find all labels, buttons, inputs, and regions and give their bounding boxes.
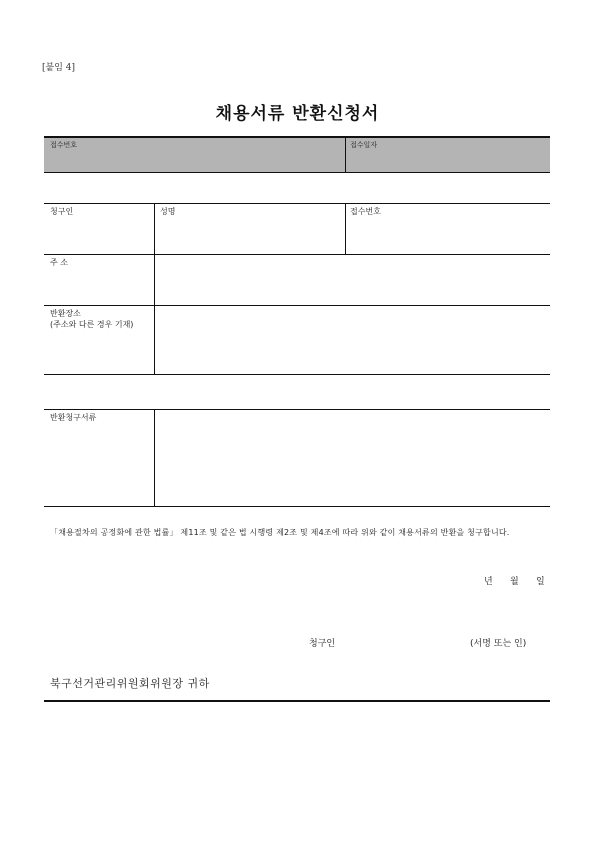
receipt-divider [345, 137, 346, 173]
footer-rule [44, 700, 550, 702]
date-day: 일 [536, 577, 545, 587]
signature-note: (서명 또는 인) [470, 639, 527, 649]
claimant-label: 청구인 [50, 207, 74, 216]
date-month: 월 [510, 577, 519, 587]
return-place-note: (주소와 다른 경우 기재) [50, 320, 134, 329]
receipt-shading [44, 137, 550, 172]
name-label: 성명 [160, 207, 176, 216]
applicant-bottom-border [44, 374, 550, 375]
applicant-row1-border [44, 254, 550, 255]
documents-top-border [44, 409, 550, 410]
documents-bottom-border [44, 506, 550, 507]
applicant-top-border [44, 203, 550, 204]
reg-number-label: 접수번호 [350, 207, 381, 216]
statement-text: 「채용절차의 공정화에 관한 법률」 제11조 및 같은 법 시행령 제2조 및 제4조에 따라 위와 같이 채용서류의 반환을 청구합니다. [50, 528, 510, 537]
return-place-label: 반환장소 [50, 309, 81, 318]
reg-number-field[interactable] [347, 218, 549, 252]
receipt-number-label: 접수번호 [50, 141, 78, 149]
requested-docs-field[interactable] [156, 411, 549, 505]
receipt-top-border [44, 136, 550, 138]
receipt-date-label: 접수일자 [350, 141, 378, 149]
addressee: 북구선거관리위원회위원장 귀하 [50, 677, 210, 690]
applicant-label-divider [154, 204, 155, 374]
return-place-field[interactable] [156, 307, 549, 373]
receipt-bottom-border [44, 172, 550, 173]
signature-claimant-label: 청구인 [309, 639, 336, 649]
form-title: 채용서류 반환신청서 [215, 104, 380, 124]
requested-docs-label: 반환청구서류 [50, 413, 97, 422]
applicant-row2-border [44, 305, 550, 306]
applicant-name-divider [345, 204, 346, 254]
attachment-label: [붙임 4] [42, 63, 75, 73]
documents-divider [154, 410, 155, 506]
address-field[interactable] [156, 256, 549, 304]
date-year: 년 [484, 577, 493, 587]
name-field[interactable] [156, 218, 344, 252]
address-label: 주 소 [50, 258, 68, 267]
